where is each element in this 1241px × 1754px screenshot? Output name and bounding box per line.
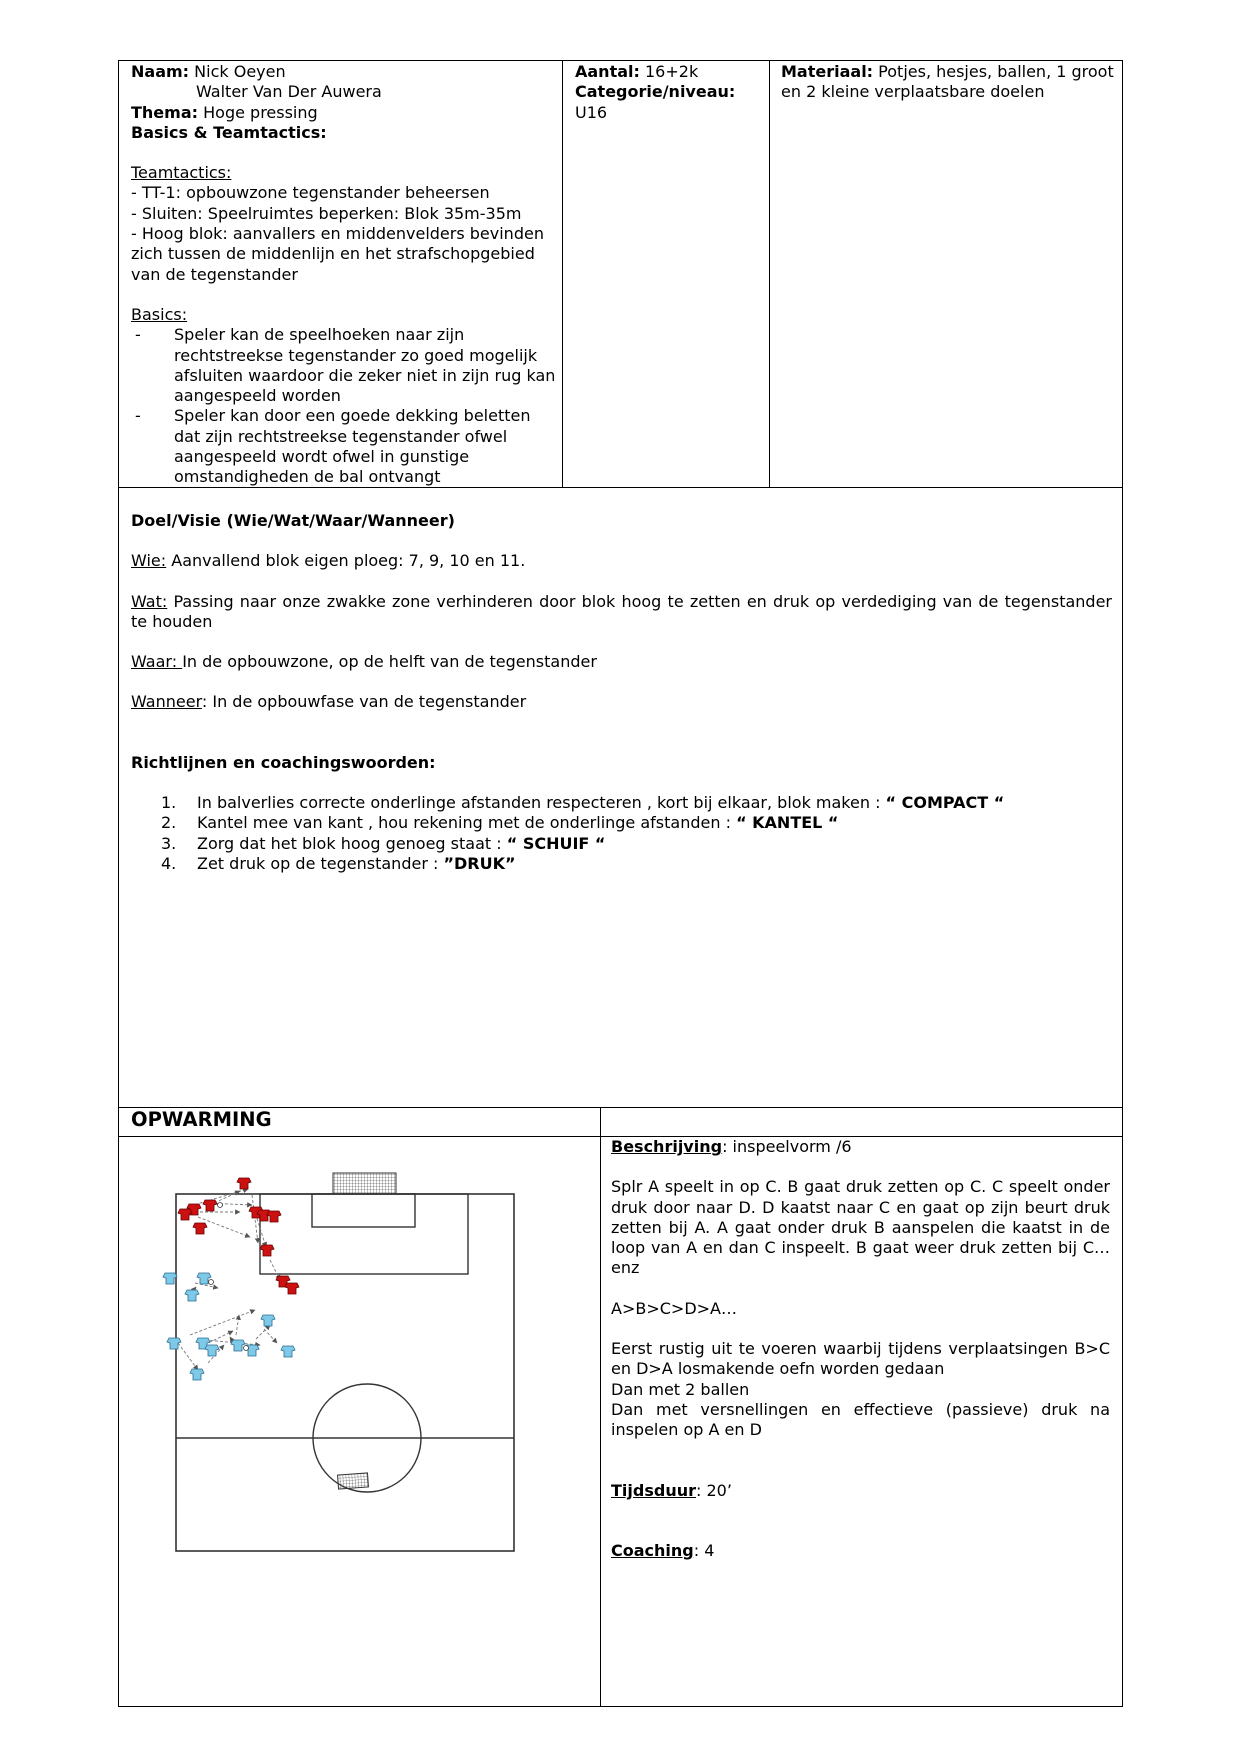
- basics-item: - Speler kan door een goede dekking beletten dat zijn rechtstreekse tegenstander ofwel aangespeeld wordt ofwel in gunstige omstandigheden de bal ontvangt: [135, 406, 531, 487]
- header-middle-cell: [575, 62, 765, 123]
- big-goal: [333, 1173, 396, 1194]
- wanneer-text: : In de opbouwfase van de tegenstander: [201, 692, 527, 712]
- field-diagram: [160, 1165, 560, 1560]
- tijdsduur-text: : 20’: [695, 1480, 732, 1500]
- description-paragraph: Splr A speelt in op C. B gaat druk zetten op C. C speelt onder druk door naar D. D kaatst naar C en gaat op zijn beurt druk zetten bij A. A gaat onder druk B aanspelen die kaatst in de loop van A en dan C inspeelt. B gaat weer druk zetten bij C…enz: [611, 1177, 1110, 1278]
- blue-player: [190, 1369, 204, 1380]
- blue-player: [185, 1290, 199, 1301]
- opwarming-title: OPWARMING: [131, 1108, 272, 1131]
- wat-text: Passing naar onze zwakke zone verhinderen door blok hoog te zetten en druk op verdediging van de tegenstander te houden: [131, 591, 1112, 631]
- materiaal-label: Materiaal:: [781, 62, 874, 81]
- red-player: [193, 1223, 207, 1234]
- description-paragraph: Dan met versnellingen en effectieve (passieve) druk na inspelen op A en D: [611, 1399, 1110, 1440]
- penalty-box: [260, 1194, 468, 1274]
- header-right-cell: [781, 62, 1119, 103]
- aantal: 16+2k: [645, 62, 699, 81]
- categorie: U16: [575, 102, 608, 122]
- basics-label: Basics:: [131, 304, 188, 324]
- red-player: [237, 1178, 251, 1189]
- list-item: 4. Zet druk op de tegenstander : ”DRUK”: [161, 853, 516, 873]
- red-player: [267, 1211, 281, 1222]
- teamtactic-item: - Sluiten: Speelruimtes beperken: Blok 35m-35m: [131, 203, 522, 223]
- small-goal: [338, 1473, 369, 1489]
- basics-title: Basics & Teamtactics:: [131, 122, 327, 142]
- categorie-label: Categorie/niveau:: [575, 82, 736, 102]
- red-player: [203, 1200, 217, 1211]
- teamtactic-item: - TT-1: opbouwzone tegenstander beheersen: [131, 183, 490, 203]
- description-paragraph: Dan met 2 ballen: [611, 1379, 750, 1399]
- naam-1: Nick Oeyen: [194, 62, 286, 81]
- naam-2: Walter Van Der Auwera: [196, 82, 382, 102]
- list-item: 1. In balverlies correcte onderlinge afstanden respecteren , kort bij elkaar, blok maken : “ COMPACT “: [161, 793, 1005, 813]
- basics-item: - Speler kan de speelhoeken naar zijn rechtstreekse tegenstander zo goed mogelijk afsluiten waardoor die zeker niet in zijn rug kan aangespeeld worden: [135, 325, 556, 406]
- red-player: [285, 1283, 299, 1294]
- waar-label: Waar:: [131, 652, 183, 672]
- waar-text: In de opbouwzone, op de helft van de tegenstander: [182, 652, 597, 672]
- teamtactics-title: Teamtactics:: [131, 163, 232, 183]
- ball: [218, 1203, 223, 1208]
- thema: Hoge pressing: [203, 102, 318, 122]
- goal-box: [312, 1194, 415, 1227]
- wie-label: Wie:: [131, 551, 167, 571]
- beschrijving-text: : inspeelvorm /6: [722, 1137, 852, 1156]
- doel-title: Doel/Visie (Wie/Wat/Waar/Wanneer): [131, 511, 455, 530]
- header-left-cell: [131, 62, 556, 488]
- blue-player: [205, 1345, 219, 1356]
- coaching-text: : 4: [693, 1540, 715, 1560]
- wanneer-label: Wanneer: [131, 692, 202, 712]
- divider: [769, 60, 770, 488]
- doel-content: [131, 511, 1112, 874]
- red-player: [260, 1245, 274, 1256]
- ball: [209, 1280, 214, 1285]
- blue-player: [163, 1273, 177, 1284]
- blue-player: [261, 1315, 275, 1326]
- description-paragraph: Eerst rustig uit te voeren waarbij tijdens verplaatsingen B>C en D>A losmakende oefn worden gedaan: [611, 1339, 1110, 1379]
- divider: [600, 1107, 601, 1707]
- richtlijnen-list: [131, 793, 1112, 874]
- pitch-outline: [176, 1194, 514, 1551]
- teamtactic-item: - Hoog blok: aanvallers en middenvelders bevinden zich tussen de middenlijn en het strafschopgebied van de tegenstander: [131, 224, 544, 284]
- list-item: 2. Kantel mee van kant , hou rekening met de onderlinge afstanden : “ KANTEL “: [161, 813, 839, 833]
- naam-label: Naam:: [131, 62, 190, 81]
- materiaal: Potjes, hesjes, ballen, 1 groot en 2 kleine verplaatsbare doelen: [781, 62, 1114, 102]
- richtlijnen-title: Richtlijnen en coachingswoorden:: [131, 752, 436, 772]
- ball: [244, 1346, 249, 1351]
- blue-player: [231, 1340, 245, 1351]
- list-item: 3. Zorg dat het blok hoog genoeg staat : “ SCHUIF “: [161, 833, 606, 853]
- blue-player: [281, 1346, 295, 1357]
- opwarming-description: [611, 1137, 1110, 1561]
- wie-text: Aanvallend blok eigen ploeg: 7, 9, 10 en 11.: [166, 551, 526, 571]
- coaching-label: Coaching: [611, 1540, 694, 1560]
- beschrijving-label: Beschrijving: [611, 1137, 723, 1156]
- tijdsduur-label: Tijdsduur: [611, 1480, 696, 1500]
- aantal-label: Aantal:: [575, 62, 640, 81]
- wat-label: Wat:: [131, 591, 168, 611]
- divider: [562, 60, 563, 488]
- description-sequence: A>B>C>D>A…: [611, 1298, 737, 1318]
- thema-label: Thema:: [131, 102, 199, 122]
